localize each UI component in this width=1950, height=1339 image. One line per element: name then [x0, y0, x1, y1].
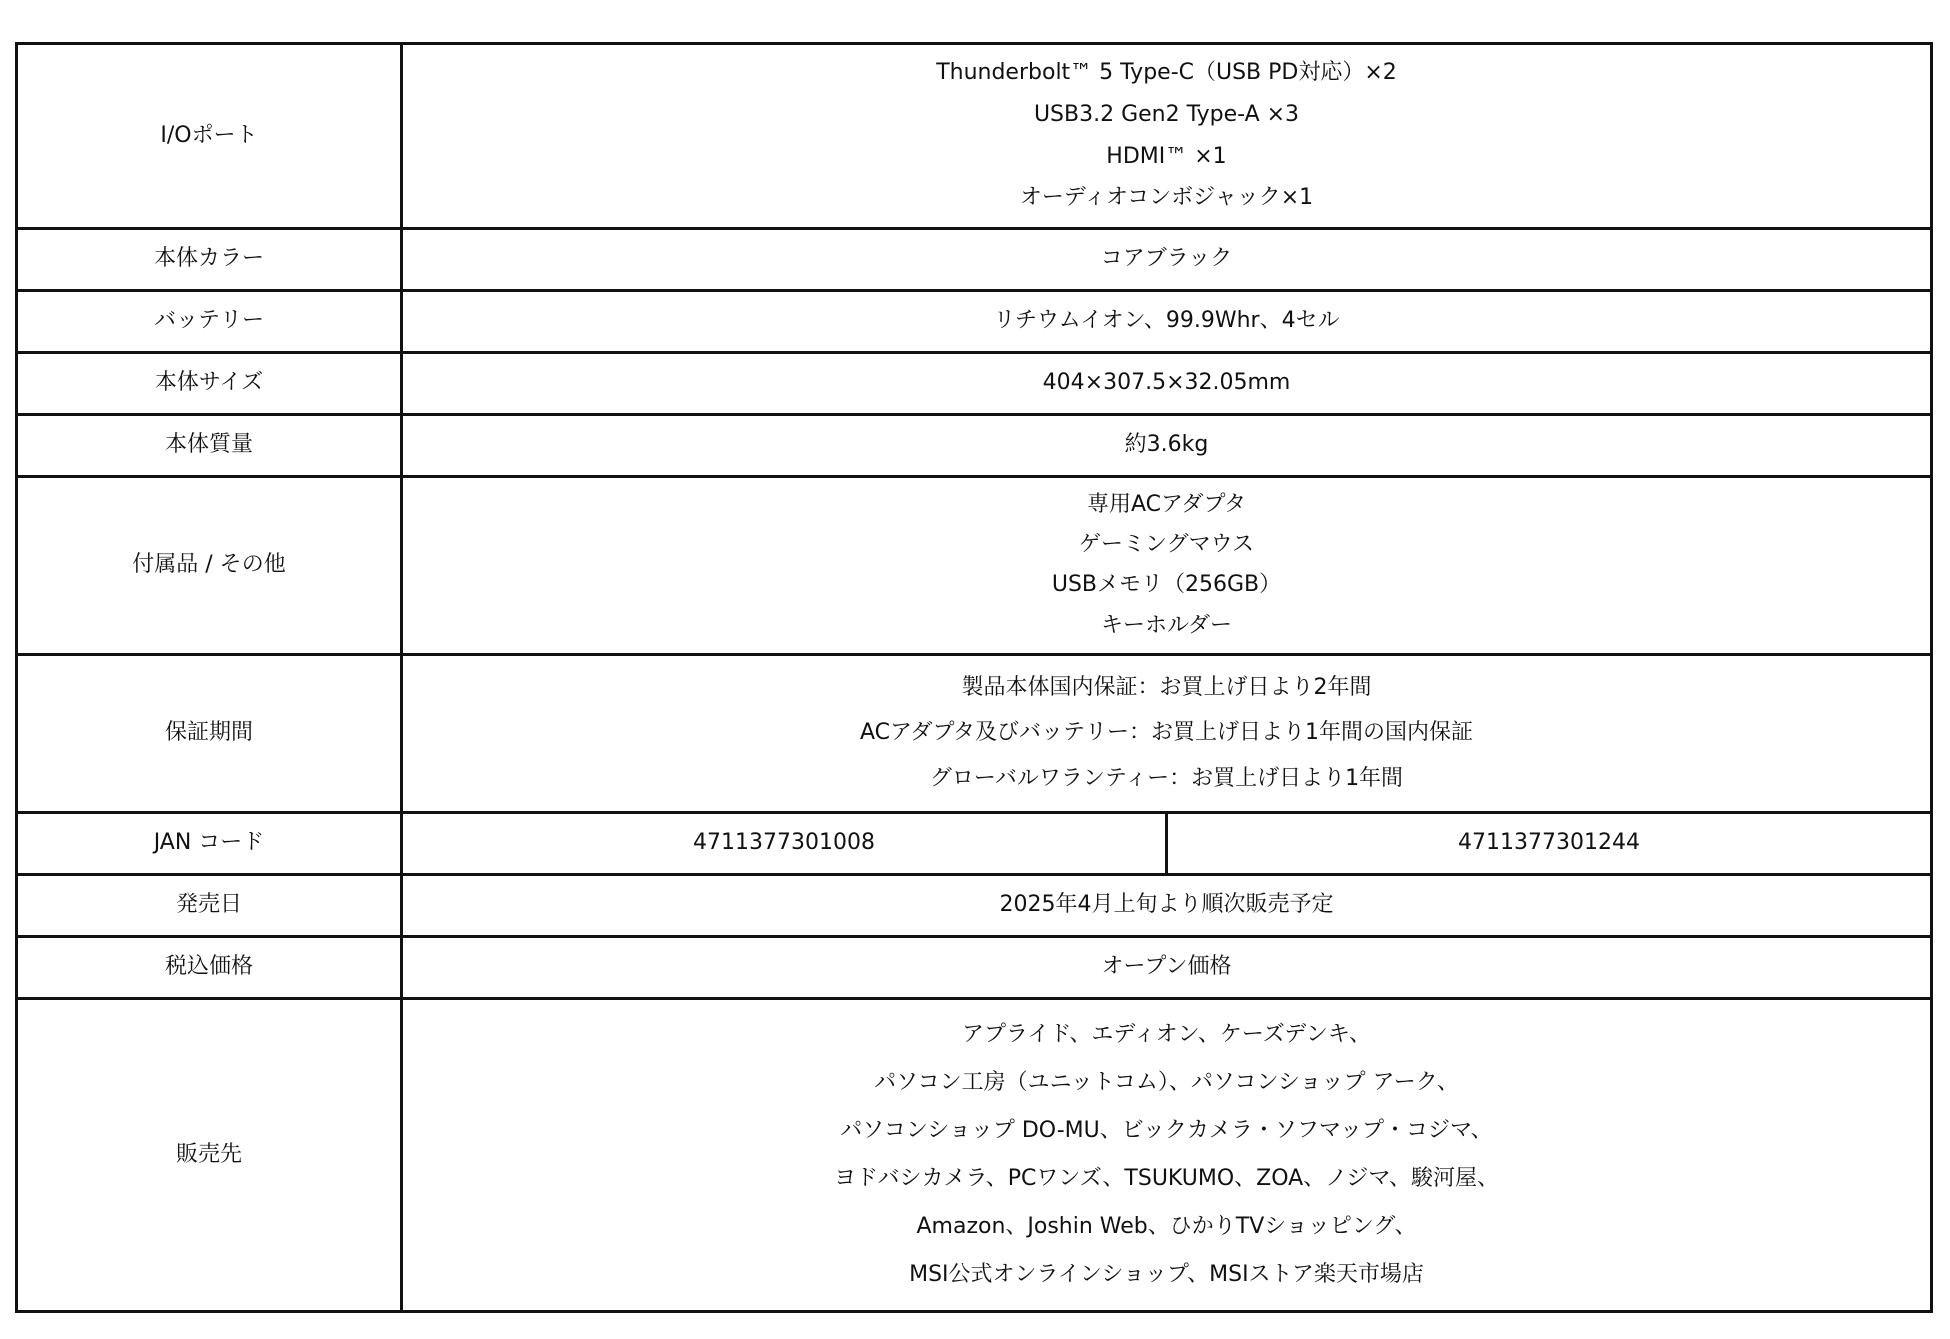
- spec-table: [15, 42, 1933, 1313]
- spec-value-cell: [402, 655, 1932, 813]
- spec-row-release-date: [17, 875, 1932, 937]
- spec-label: 付属品 / その他: [17, 477, 402, 655]
- spec-value: オープン価格: [402, 937, 1932, 999]
- spec-value-line: パソコン工房（ユニットコム）、パソコンショップ アーク、: [874, 1069, 1459, 1095]
- spec-value-line: 製品本体国内保証：お買上げ日より2年間: [961, 674, 1372, 700]
- spec-row-price: [17, 937, 1932, 999]
- spec-label: 保証期間: [17, 655, 402, 813]
- spec-row-battery: [17, 291, 1932, 353]
- spec-value-line: アプライド、エディオン、ケーズデンキ、: [962, 1021, 1371, 1047]
- spec-value-line: MSI公式オンラインショップ、MSIストア楽天市場店: [909, 1261, 1424, 1287]
- spec-value: リチウムイオン、99.9Whr、4セル: [402, 291, 1932, 353]
- spec-value: コアブラック: [402, 229, 1932, 291]
- spec-value-line: キーホルダー: [1100, 612, 1233, 638]
- jan-code-value: 4711377301008: [402, 813, 1167, 875]
- spec-value-line: グローバルワランティー：お買上げ日より1年間: [929, 765, 1404, 791]
- jan-code-value: 4711377301244: [1167, 813, 1932, 875]
- spec-value-line: USB3.2 Gen2 Type-A ×3: [1033, 101, 1300, 127]
- spec-value-line: ヨドバシカメラ、PCワンズ、TSUKUMO、ZOA、ノジマ、駿河屋、: [833, 1165, 1500, 1191]
- spec-value-line: HDMI™ ×1: [1106, 143, 1227, 169]
- spec-value: 2025年4月上旬より順次販売予定: [402, 875, 1932, 937]
- spec-value: 約3.6kg: [402, 415, 1932, 477]
- spec-value-cell: [402, 999, 1932, 1312]
- spec-value: 404×307.5×32.05mm: [402, 353, 1932, 415]
- spec-label: JAN コード: [17, 813, 402, 875]
- spec-value-line: Amazon、Joshin Web、ひかりTVショッピング、: [916, 1213, 1417, 1239]
- spec-row-color: [17, 229, 1932, 291]
- spec-row-weight: [17, 415, 1932, 477]
- spec-value-line: ACアダプタ及びバッテリー：お買上げ日より1年間の国内保証: [860, 720, 1473, 746]
- spec-label: 税込価格: [17, 937, 402, 999]
- spec-row-retailers: [17, 999, 1932, 1312]
- spec-label: 本体サイズ: [17, 353, 402, 415]
- spec-value-line: パソコンショップ DO-MU、ビックカメラ・ソフマップ・コジマ、: [840, 1117, 1493, 1143]
- spec-value-line: Thunderbolt™ 5 Type-C（USB PD対応）×2: [936, 60, 1397, 86]
- spec-row-io-ports: [17, 44, 1932, 229]
- spec-row-warranty: [17, 655, 1932, 813]
- spec-value-cell: [402, 44, 1932, 229]
- spec-value-line: オーディオコンボジャック×1: [1019, 185, 1314, 211]
- spec-label: 本体カラー: [17, 229, 402, 291]
- spec-value-line: USBメモリ（256GB）: [1051, 572, 1282, 598]
- spec-label: I/Oポート: [17, 44, 402, 229]
- spec-label: 販売先: [17, 999, 402, 1312]
- spec-row-size: [17, 353, 1932, 415]
- spec-value-cell: [402, 477, 1932, 655]
- spec-label: バッテリー: [17, 291, 402, 353]
- spec-value-line: ゲーミングマウス: [1079, 532, 1254, 558]
- spec-row-accessories: [17, 477, 1932, 655]
- spec-value-line: 専用ACアダプタ: [1087, 491, 1246, 517]
- spec-row-jan-code: [17, 813, 1932, 875]
- spec-label: 発売日: [17, 875, 402, 937]
- spec-label: 本体質量: [17, 415, 402, 477]
